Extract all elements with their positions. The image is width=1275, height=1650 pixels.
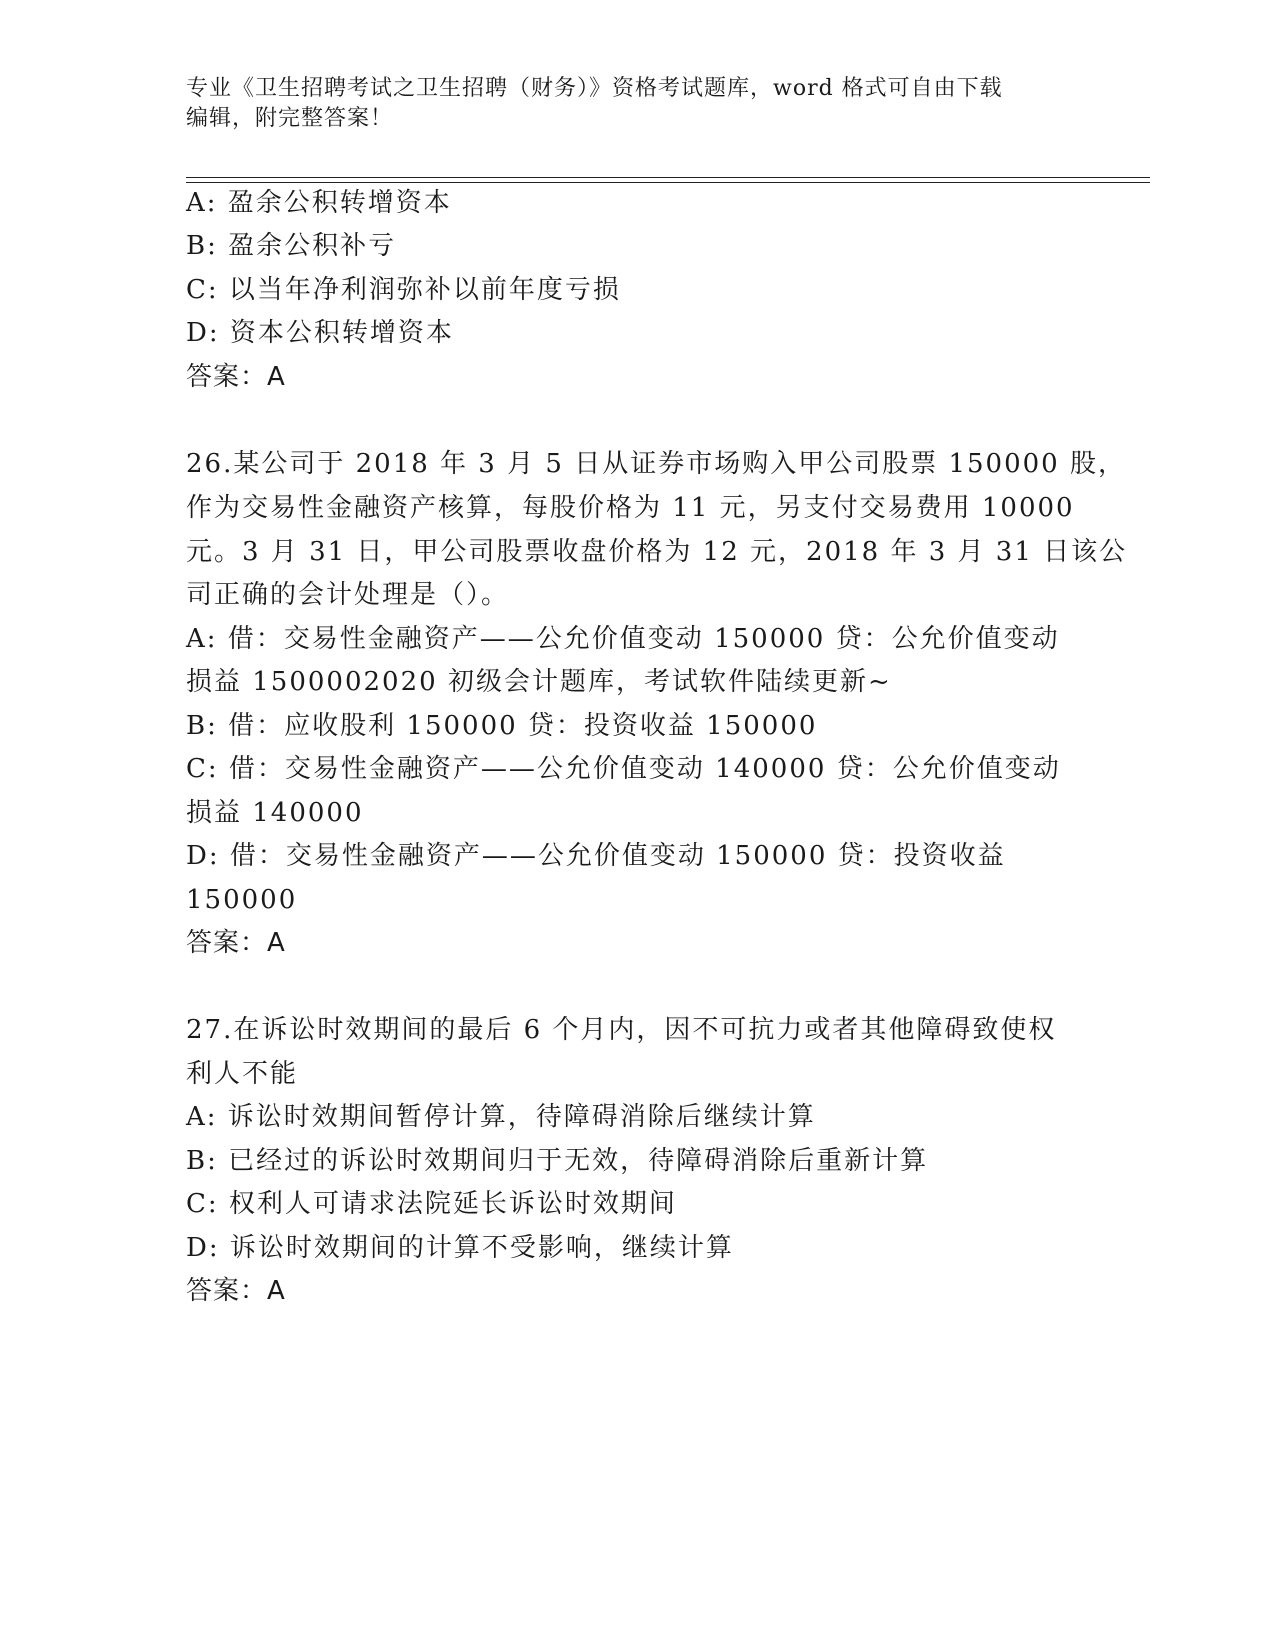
header-divider-top: [186, 177, 1150, 178]
q26-stem-line: 作为交易性金融资产核算，每股价格为 11 元，另支付交易费用 10000: [186, 493, 1075, 523]
q27-stem-line: 利人不能: [186, 1059, 299, 1089]
q26-option-c: C: 借：交易性金融资产——公允价值变动 140000 贷：公允价值变动: [186, 754, 1061, 784]
q26-stem-line: 元。3 月 31 日，甲公司股票收盘价格为 12 元，2018 年 3 月 31 日该公: [186, 537, 1128, 567]
q26-answer: 答案：A: [186, 928, 286, 958]
header-line-2: 编辑，附完整答案！: [186, 106, 394, 131]
q27-stem-line: 27.在诉讼时效期间的最后 6 个月内，因不可抗力或者其他障碍致使权: [186, 1015, 1057, 1045]
header-divider-bottom: [186, 182, 1150, 183]
q27-option-b: B: 已经过的诉讼时效期间归于无效，待障碍消除后重新计算: [186, 1146, 929, 1176]
q26-option-d: D: 借：交易性金融资产——公允价值变动 150000 贷：投资收益: [186, 841, 1006, 871]
q26-stem-line: 26.某公司于 2018 年 3 月 5 日从证券市场购入甲公司股票 150000 股，: [186, 449, 1126, 479]
q25-option-a: A: 盈余公积转增资本: [186, 188, 452, 218]
document-header: [186, 74, 1066, 134]
q26-option-b: B: 借：应收股利 150000 贷：投资收益 150000: [186, 711, 818, 741]
header-line-1: 专业《卫生招聘考试之卫生招聘（财务）》资格考试题库，word 格式可自由下载: [186, 76, 1003, 101]
q25-option-c: C: 以当年净利润弥补以前年度亏损: [186, 275, 621, 305]
q27-answer: 答案：A: [186, 1276, 286, 1306]
q26-option-a: A: 借：交易性金融资产——公允价值变动 150000 贷：公允价值变动: [186, 624, 1060, 654]
q26-option-c-continued: 损益 140000: [186, 798, 364, 828]
q26-option-a-continued: 损益 1500002020 初级会计题库，考试软件陆续更新~: [186, 667, 892, 697]
q26-stem-line: 司正确的会计处理是（）。: [186, 580, 510, 610]
q25-option-d: D: 资本公积转增资本: [186, 318, 454, 348]
q27-option-c: C: 权利人可请求法院延长诉讼时效期间: [186, 1189, 677, 1219]
q27-option-a: A: 诉讼时效期间暂停计算，待障碍消除后继续计算: [186, 1102, 816, 1132]
q26-option-d-continued: 150000: [186, 885, 298, 915]
q25-option-b: B: 盈余公积补亏: [186, 231, 397, 261]
q27-option-d: D: 诉讼时效期间的计算不受影响，继续计算: [186, 1233, 734, 1263]
q25-answer: 答案：A: [186, 362, 286, 392]
